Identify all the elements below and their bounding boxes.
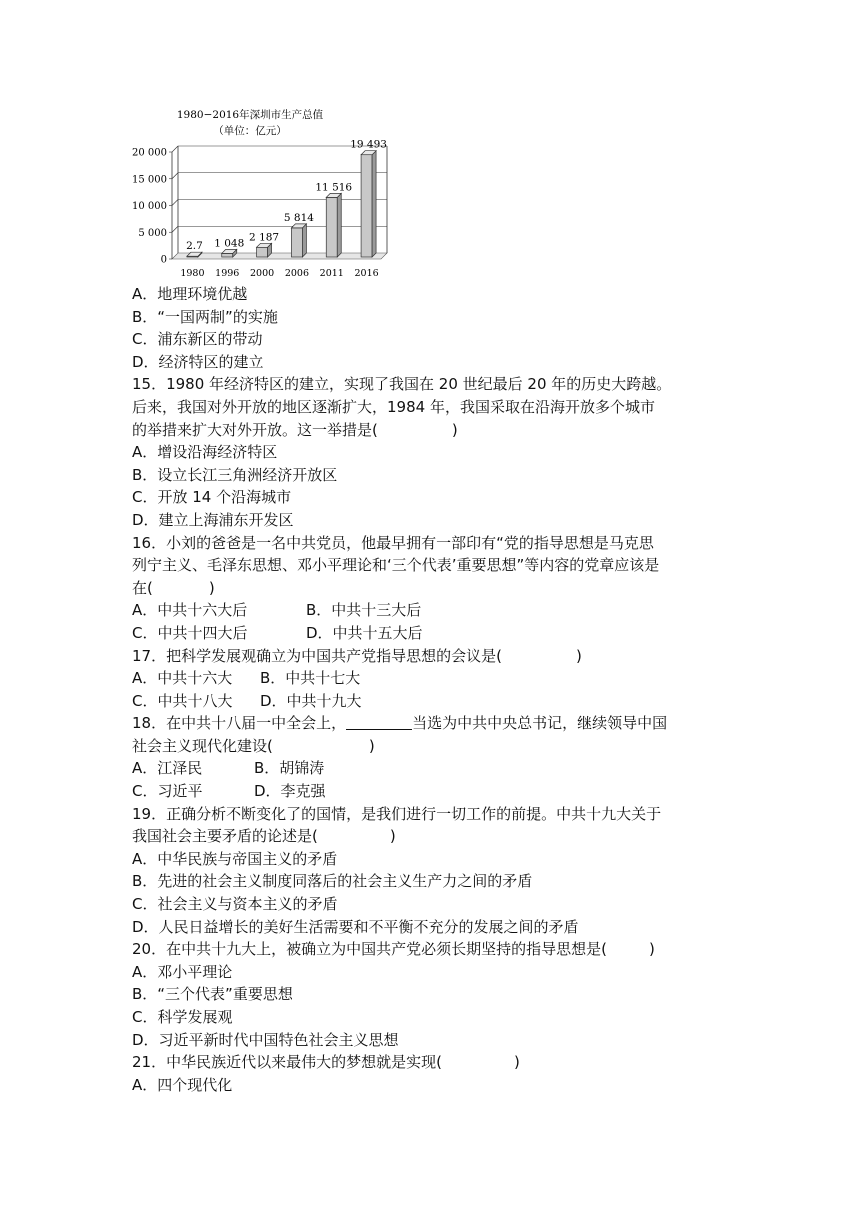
q19-option-b: B．先进的社会主义制度同落后的社会主义生产力之间的矛盾 xyxy=(132,872,533,891)
x-tick-label: 2011 xyxy=(319,268,344,279)
q19-paren-close: ) xyxy=(389,827,396,846)
q17-option-c: C．中共十八大 xyxy=(132,691,233,710)
q18-stem-pre: 18．在中共十八届一中全会上， xyxy=(132,714,347,733)
q18-option-c: C．习近平 xyxy=(132,782,203,801)
q18-stem-line2 xyxy=(132,735,742,758)
q18-stem-post: 当选为中共中央总书记，继续领导中国 xyxy=(412,714,668,733)
q17-option-a: A．中共十六大 xyxy=(132,669,233,688)
q16-stem: 在( xyxy=(132,578,153,597)
chart-title: 1980−2016年深圳市生产总值 xyxy=(176,109,324,121)
q18-option-d: D．李克强 xyxy=(254,782,326,801)
q18-answer-blank xyxy=(346,713,412,730)
q17-paren-close: ) xyxy=(575,646,582,665)
q15-option-c: C．开放 14 个沿海城市 xyxy=(132,488,292,507)
x-tick-label: 2000 xyxy=(249,268,275,279)
gridline-slant xyxy=(172,200,178,206)
q16-option-a: A．中共十六大后 xyxy=(132,601,248,620)
y-tick-label: 20 000 xyxy=(132,147,167,159)
x-tick-label: 2016 xyxy=(354,268,379,279)
q20-paren-close: ) xyxy=(648,940,655,959)
q14-option-d: D．经济特区的建立 xyxy=(132,352,264,371)
q16-options-row2 xyxy=(132,622,742,645)
q20-stem-line xyxy=(132,938,742,961)
q17-option-d: D．中共十九大 xyxy=(260,691,362,710)
bar-value-label: 5 814 xyxy=(283,211,314,224)
q16-option-b: B．中共十三大后 xyxy=(306,601,422,620)
q16-option-c: C．中共十四大后 xyxy=(132,623,248,642)
bar-value-label: 1 048 xyxy=(214,237,245,250)
bar-front xyxy=(291,228,302,257)
q19-option-c: C．社会主义与资本主义的矛盾 xyxy=(132,895,338,914)
question-list xyxy=(132,283,742,1096)
gridline-slant xyxy=(172,226,178,232)
q20-option-b: B．“三个代表”重要思想 xyxy=(132,985,293,1004)
q15-stem-line2: 后来，我国对外开放的地区逐渐扩大，1984 年，我国采取在沿海开放多个城市 xyxy=(132,397,655,416)
q15-paren-close: ) xyxy=(451,420,458,439)
q19-stem-line1: 19．正确分析不断变化了的国情，是我们进行一切工作的前提。中共十九大关于 xyxy=(132,804,662,823)
y-tick-label: 10 000 xyxy=(132,201,167,212)
q16-options-row1 xyxy=(132,599,742,622)
q21-paren-close: ) xyxy=(513,1053,520,1072)
bar-front xyxy=(222,253,233,257)
bar-front xyxy=(326,197,337,257)
q21-stem-line xyxy=(132,1051,742,1074)
bar-side xyxy=(372,151,376,257)
q17-options-row1 xyxy=(132,667,742,690)
bar-front xyxy=(361,155,372,257)
q20-option-a: A．邓小平理论 xyxy=(132,962,233,981)
x-tick-label: 1996 xyxy=(215,268,240,279)
q18-stem: 社会主义现代化建设( xyxy=(132,736,273,755)
q19-stem-line2 xyxy=(132,825,742,848)
q18-option-b: B．胡锦涛 xyxy=(254,759,325,778)
gridline-slant xyxy=(172,173,178,179)
q17-options-row2 xyxy=(132,690,742,713)
q17-stem-line xyxy=(132,645,742,668)
q18-stem-line1 xyxy=(132,712,742,735)
q16-stem-line1: 16．小刘的爸爸是一名中共党员，他最早拥有一部印有“党的指导思想是马克思 xyxy=(132,533,654,552)
gdp-bar-chart xyxy=(128,104,390,282)
chart-floor xyxy=(172,253,387,259)
q16-paren-close: ) xyxy=(208,578,215,597)
q16-stem-line3 xyxy=(132,577,742,600)
bar-value-label: 19 493 xyxy=(350,138,387,151)
q16-option-d: D．中共十五大后 xyxy=(306,623,423,642)
bar-side xyxy=(337,193,341,257)
x-tick-label: 2006 xyxy=(284,268,310,279)
chart-plot-area xyxy=(132,139,387,279)
q15-option-a: A．增设沿海经济特区 xyxy=(132,443,278,462)
bar-front xyxy=(257,247,268,257)
q16-stem-line2: 列宁主义、毛泽东思想、邓小平理论和‘三个代表’重要思想”等内容的党章应该是 xyxy=(132,556,660,575)
y-tick-label: 15 000 xyxy=(132,174,167,186)
y-tick-label: 5 000 xyxy=(138,227,167,239)
q14-option-b: B．“一国两制”的实施 xyxy=(132,307,278,326)
q15-option-d: D．建立上海浦东开发区 xyxy=(132,510,294,529)
q19-stem: 我国社会主要矛盾的论述是( xyxy=(132,827,318,846)
q20-option-d: D．习近平新时代中国特色社会主义思想 xyxy=(132,1030,399,1049)
q20-option-c: C．科学发展观 xyxy=(132,1008,233,1026)
chart-subtitle: （单位：亿元） xyxy=(213,125,287,137)
q15-stem: 的举措来扩大对外开放。这一举措是( xyxy=(132,420,378,439)
q21-stem: 21．中华民族近代以来最伟大的梦想就是实现( xyxy=(132,1053,442,1072)
bar-side xyxy=(302,224,306,257)
bar-value-label: 2.7 xyxy=(186,240,203,253)
q14-option-a: A．地理环境优越 xyxy=(132,285,248,303)
bar-value-label: 11 516 xyxy=(315,181,353,194)
x-tick-label: 1980 xyxy=(180,268,205,279)
q19-option-a: A．中华民族与帝国主义的矛盾 xyxy=(132,849,338,868)
q14-option-c: C．浦东新区的带动 xyxy=(132,330,263,349)
q18-options-row1 xyxy=(132,757,742,780)
q20-stem: 20．在中共十九大上，被确立为中国共产党必须长期坚持的指导思想是( xyxy=(132,940,607,959)
q19-option-d: D．人民日益增长的美好生活需要和不平衡不充分的发展之间的矛盾 xyxy=(132,917,579,936)
bar-value-label: 2 187 xyxy=(249,231,280,244)
q15-option-b: B．设立长江三角洲经济开放区 xyxy=(132,465,338,484)
q17-option-b: B．中共十七大 xyxy=(260,669,361,688)
q17-stem: 17．把科学发展观确立为中国共产党指导思想的会议是( xyxy=(132,646,502,665)
gridline-slant xyxy=(172,146,178,152)
q21-option-a: A．四个现代化 xyxy=(132,1075,233,1094)
q18-paren-close: ) xyxy=(368,736,375,755)
q15-stem-line1: 15．1980 年经济特区的建立，实现了我国在 20 世纪最后 20 年的历史大跨越。 xyxy=(132,375,672,394)
q18-options-row2 xyxy=(132,780,742,803)
q18-option-a: A．江泽民 xyxy=(132,759,203,778)
q15-stem-line3 xyxy=(132,419,742,442)
y-tick-label: 0 xyxy=(160,254,167,266)
